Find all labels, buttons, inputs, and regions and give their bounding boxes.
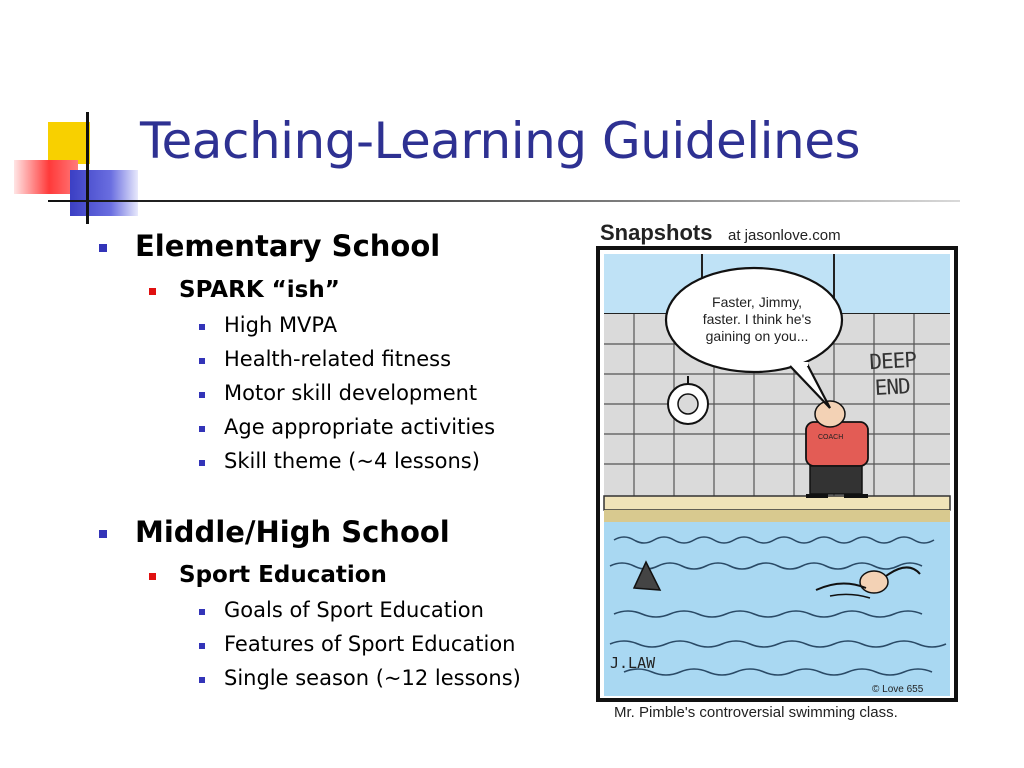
bullet-text: High MVPA xyxy=(224,313,338,337)
bullet-text: Elementary School xyxy=(135,229,441,263)
bullet-text: Single season (~12 lessons) xyxy=(224,666,521,690)
cartoon-image xyxy=(594,214,964,726)
bullet-item xyxy=(224,415,495,439)
slide-title: Teaching-Learning Guidelines xyxy=(140,112,861,170)
cartoon-caption: Mr. Pimble's controversial swimming class. xyxy=(614,704,898,721)
speech-line: faster. I think he's xyxy=(702,311,812,327)
bullet-item xyxy=(224,449,480,473)
title-underline xyxy=(48,200,960,202)
square-bullet-icon xyxy=(199,643,205,649)
bullet-text: Age appropriate activities xyxy=(224,415,496,439)
speech-line: gaining on you... xyxy=(705,328,809,344)
bullet-text: Health-related fitness xyxy=(224,347,452,371)
square-bullet-icon xyxy=(99,244,107,252)
square-bullet-icon xyxy=(199,324,205,330)
deco-red-bar xyxy=(14,160,78,194)
bullet-text: Middle/High School xyxy=(135,515,450,549)
square-bullet-icon xyxy=(199,460,205,466)
bullet-text: Skill theme (~4 lessons) xyxy=(224,449,480,473)
bullet-text: Sport Education xyxy=(179,562,387,588)
bullet-item xyxy=(224,347,451,371)
speech-line: Faster, Jimmy, xyxy=(712,294,802,310)
bullet-elementary-school xyxy=(135,229,440,263)
bullet-item xyxy=(224,598,484,622)
square-bullet-icon xyxy=(199,392,205,398)
square-bullet-icon xyxy=(199,677,205,683)
sign-line: END xyxy=(874,374,911,400)
square-bullet-icon xyxy=(149,288,156,295)
cartoon-signature: J.LAW xyxy=(610,654,656,672)
deco-blue-square xyxy=(70,170,138,216)
sign-line: DEEP xyxy=(868,347,917,375)
bullet-text: Motor skill development xyxy=(224,381,478,405)
bullet-item xyxy=(224,666,521,690)
bullet-middle-high-school xyxy=(135,515,450,549)
bullet-item xyxy=(224,381,477,405)
bullet-item xyxy=(224,632,516,656)
speech-bubble-text xyxy=(682,294,832,345)
bullet-text: SPARK “ish” xyxy=(179,277,340,303)
cartoon-copyright: © Love 655 xyxy=(872,684,924,695)
deep-end-sign xyxy=(869,347,918,401)
square-bullet-icon xyxy=(199,609,205,615)
bullet-item xyxy=(224,313,337,337)
square-bullet-icon xyxy=(149,573,156,580)
cartoon-brand: Snapshots xyxy=(600,220,713,245)
deco-vertical-line xyxy=(86,112,89,224)
bullet-sport-education xyxy=(179,562,387,588)
bullet-spark-ish xyxy=(179,277,340,303)
square-bullet-icon xyxy=(199,358,205,364)
square-bullet-icon xyxy=(199,426,205,432)
bullet-text: Goals of Sport Education xyxy=(224,598,484,622)
bullet-text: Features of Sport Education xyxy=(224,632,516,656)
square-bullet-icon xyxy=(99,530,107,538)
coach-shirt-text: COACH xyxy=(818,434,844,441)
cartoon-site: at jasonlove.com xyxy=(728,227,841,244)
deco-yellow-square xyxy=(48,122,90,164)
cartoon-drawing xyxy=(594,214,964,726)
